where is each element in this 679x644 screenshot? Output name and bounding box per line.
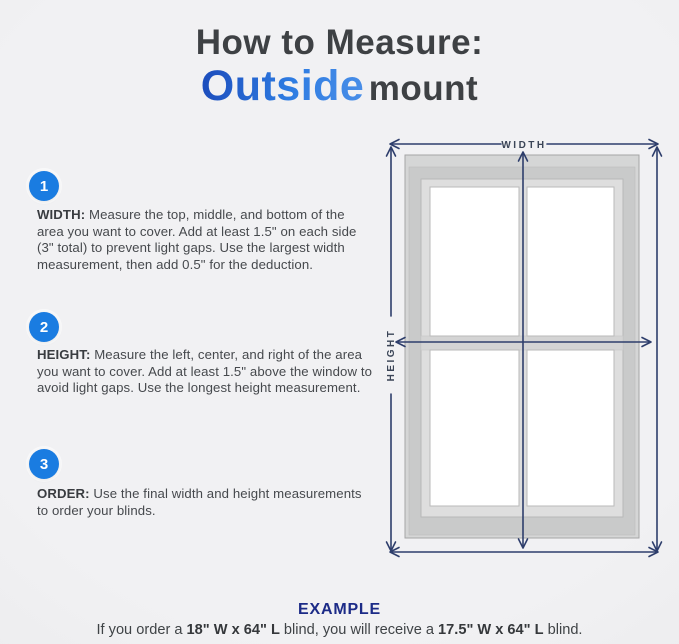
example-received-size: 17.5" W x 64" L [438,622,544,638]
step-2-label: HEIGHT: [37,347,91,362]
step-2-body: Measure the left, center, and right of the area you want to cover. Add at least 1.5" above the window to avoid light gaps. Use the longest height measurement. [37,347,373,396]
example-suffix: blind. [543,622,583,638]
example-middle: blind, you will receive a [279,622,439,638]
step-1-body: Measure the top, middle, and bottom of the area you want to cover. Add at least 1.5" on each side (3" total) to prevent light gaps. Use the largest width measurement, then add 0.5" for the deduction. [37,207,357,272]
width-arrow-label: WIDTH [501,140,547,151]
step-2-number: 2 [39,318,49,336]
example-heading: EXAMPLE [298,601,381,618]
window-illustration [405,155,639,538]
step-3-number: 3 [39,455,49,473]
width-arrow-bottom [390,548,658,557]
step-1-label: WIDTH: [37,207,86,222]
height-arrow-label: HEIGHT [386,328,397,382]
window-pane-bottom-right [527,350,614,506]
example-sentence [0,622,679,638]
title-accent: Outside [200,62,365,110]
window-pane-top-right [527,187,614,336]
window-pane-top-left [430,187,519,336]
title-line1: How to Measure: [195,23,484,62]
height-arrow-right [653,147,662,551]
step-1-number: 1 [39,177,49,195]
window-pane-bottom-left [430,350,519,506]
step-3-label: ORDER: [37,486,90,501]
title-suffix: mount [368,69,479,108]
example-prefix: If you order a [96,622,187,638]
example-ordered-size: 18" W x 64" L [186,622,280,638]
window-check-rail [421,336,623,350]
step-3-body: Use the final width and height measurements to order your blinds. [37,486,362,518]
